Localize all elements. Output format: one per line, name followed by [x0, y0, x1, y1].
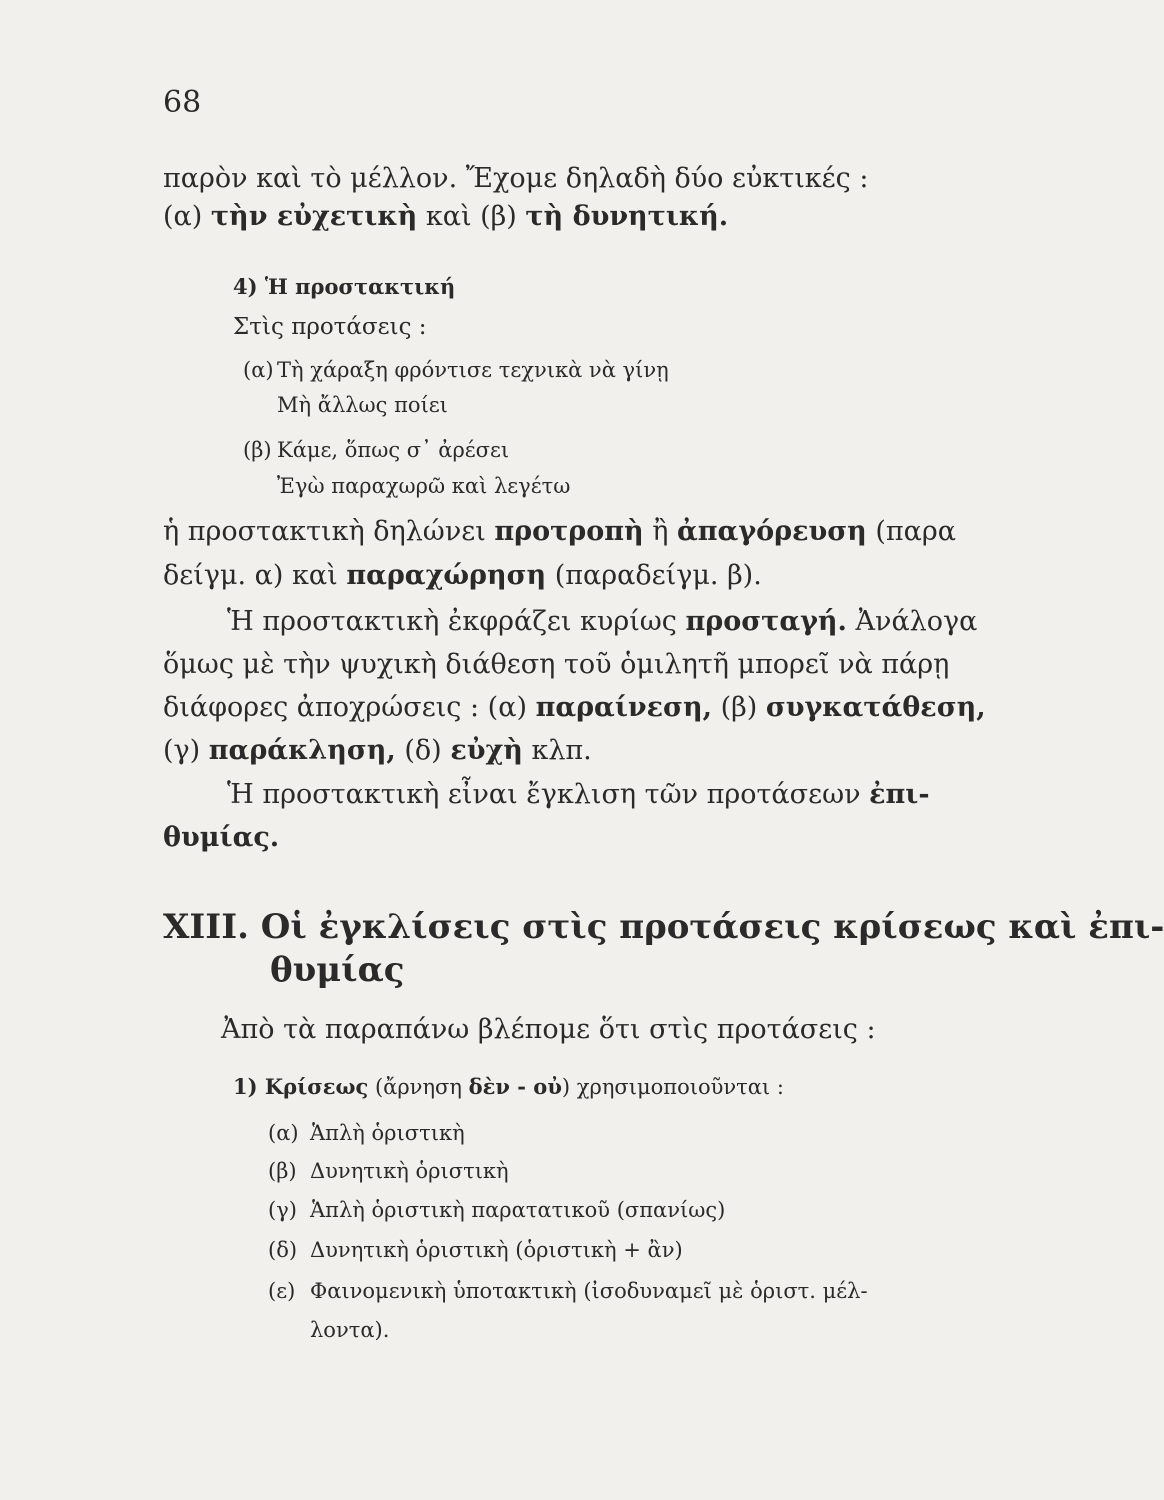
text-run: Ἡ προστακτικὴ εἶναι ἔγκλιση τῶν προτάσεων — [227, 779, 870, 810]
intro-bold-term: τὴ δυνητική. — [525, 201, 729, 232]
text-run: ἢ — [643, 516, 678, 547]
bold-term: ἀπαγόρευση — [677, 516, 867, 547]
text-run: Ἡ προστακτικὴ ἐκφράζει κυρίως — [227, 606, 686, 637]
bold-term: παραίνεση, — [535, 692, 712, 723]
section-13-lead: Ἀπὸ τὰ παραπάνω βλέπομε ὅτι στὶς προτάσεις : — [221, 1014, 876, 1045]
list-item — [268, 1161, 509, 1182]
text-run: ἡ προστακτικὴ δηλώνει — [163, 516, 495, 547]
bold-term: 1) Κρίσεως — [233, 1074, 369, 1099]
text-run: (ἄρνηση — [368, 1075, 469, 1099]
bold-term: παράκληση, — [208, 735, 396, 766]
text-run: Ἀνάλογα — [846, 606, 978, 637]
paragraph-line — [163, 518, 956, 545]
section-13-item-1 — [233, 1076, 784, 1098]
paragraph-line — [163, 694, 986, 721]
paragraph-line — [227, 781, 930, 808]
paragraph-line — [227, 608, 977, 635]
paragraph-line — [163, 562, 762, 589]
bold-term: εὐχὴ — [450, 735, 523, 766]
text-run: κλπ. — [522, 735, 592, 766]
list-item — [268, 1200, 725, 1221]
section-13-heading-cont: θυμίας — [270, 950, 405, 990]
text-run: (παρα — [866, 516, 957, 547]
page-number: 68 — [163, 85, 202, 120]
bold-term: προσταγή. — [685, 606, 847, 637]
paragraph-line — [163, 737, 592, 764]
example-line — [243, 360, 669, 381]
example-line — [277, 476, 570, 497]
list-label: (α) — [268, 1121, 299, 1145]
text-run: (παραδείγμ. β). — [546, 560, 762, 591]
text-run: δείγμ. α) καὶ — [163, 560, 347, 591]
intro-bold-term: τὴν εὐχετικὴ — [210, 201, 418, 232]
section-13-heading: XIII. Οἱ ἐγκλίσεις στὶς προτάσεις κρίσεως καὶ ἐπι- — [163, 907, 1164, 947]
bold-term: προτροπὴ — [494, 516, 644, 547]
list-text: Φαινομενικὴ ὑποτακτικὴ (ἰσοδυναμεῖ μὲ ὁριστ. μέλ- — [310, 1279, 868, 1303]
list-text: Δυνητικὴ ὁριστικὴ (ὁριστικὴ + ἂν) — [310, 1238, 683, 1262]
example-line — [277, 395, 448, 416]
example-text: Ἐγὼ παραχωρῶ καὶ λεγέτω — [277, 474, 571, 498]
list-item — [268, 1281, 868, 1302]
list-text: λοντα). — [310, 1318, 390, 1342]
paragraph-line: θυμίας. — [163, 822, 280, 853]
section-4-heading: 4) Ἡ προστακτική — [233, 274, 456, 299]
intro-line-2 — [163, 203, 728, 230]
text-run: διάφορες ἀποχρώσεις : (α) — [163, 692, 536, 723]
bold-term: ἐπι- — [869, 779, 930, 810]
list-label: (ε) — [268, 1279, 296, 1303]
text-run: ) χρησιμοποιοῦνται : — [561, 1075, 784, 1099]
example-text: Κάμε, ὅπως σ᾽ ἀρέσει — [277, 438, 510, 462]
list-label: (β) — [268, 1159, 297, 1183]
text-run: (β) — [712, 692, 766, 723]
list-text: Ἁπλὴ ὁριστικὴ παρατατικοῦ (σπανίως) — [310, 1198, 726, 1222]
example-label: (β) — [243, 438, 272, 462]
list-item — [268, 1123, 465, 1144]
list-item — [268, 1240, 683, 1261]
text-run: (δ) — [395, 735, 451, 766]
text-run: (γ) — [163, 735, 209, 766]
example-text: Μὴ ἄλλως ποίει — [277, 393, 448, 417]
bold-term: συγκατάθεση, — [765, 692, 986, 723]
intro-line-1: παρὸν καὶ τὸ μέλλον. Ἔχομε δηλαδὴ δύο εὐκτικές : — [163, 163, 869, 194]
example-label: (α) — [243, 358, 274, 382]
list-label: (γ) — [268, 1198, 297, 1222]
list-label: (δ) — [268, 1238, 298, 1262]
example-line — [243, 440, 509, 461]
intro-text: (α) — [163, 201, 211, 232]
example-text: Τὴ χάραξη φρόντισε τεχνικὰ νὰ γίνῃ — [277, 358, 669, 382]
list-text: Δυνητικὴ ὁριστικὴ — [310, 1159, 509, 1183]
list-text: Ἁπλὴ ὁριστικὴ — [310, 1121, 465, 1145]
bold-term: παραχώρηση — [346, 560, 547, 591]
section-4-lead: Στὶς προτάσεις : — [233, 314, 427, 340]
list-item-cont — [310, 1320, 389, 1341]
bold-term: δὲν - οὐ — [468, 1074, 562, 1099]
intro-text: καὶ (β) — [417, 201, 526, 232]
paragraph-line: ὅμως μὲ τὴν ψυχικὴ διάθεση τοῦ ὁμιλητῆ μπορεῖ νὰ πάρῃ — [163, 649, 950, 680]
